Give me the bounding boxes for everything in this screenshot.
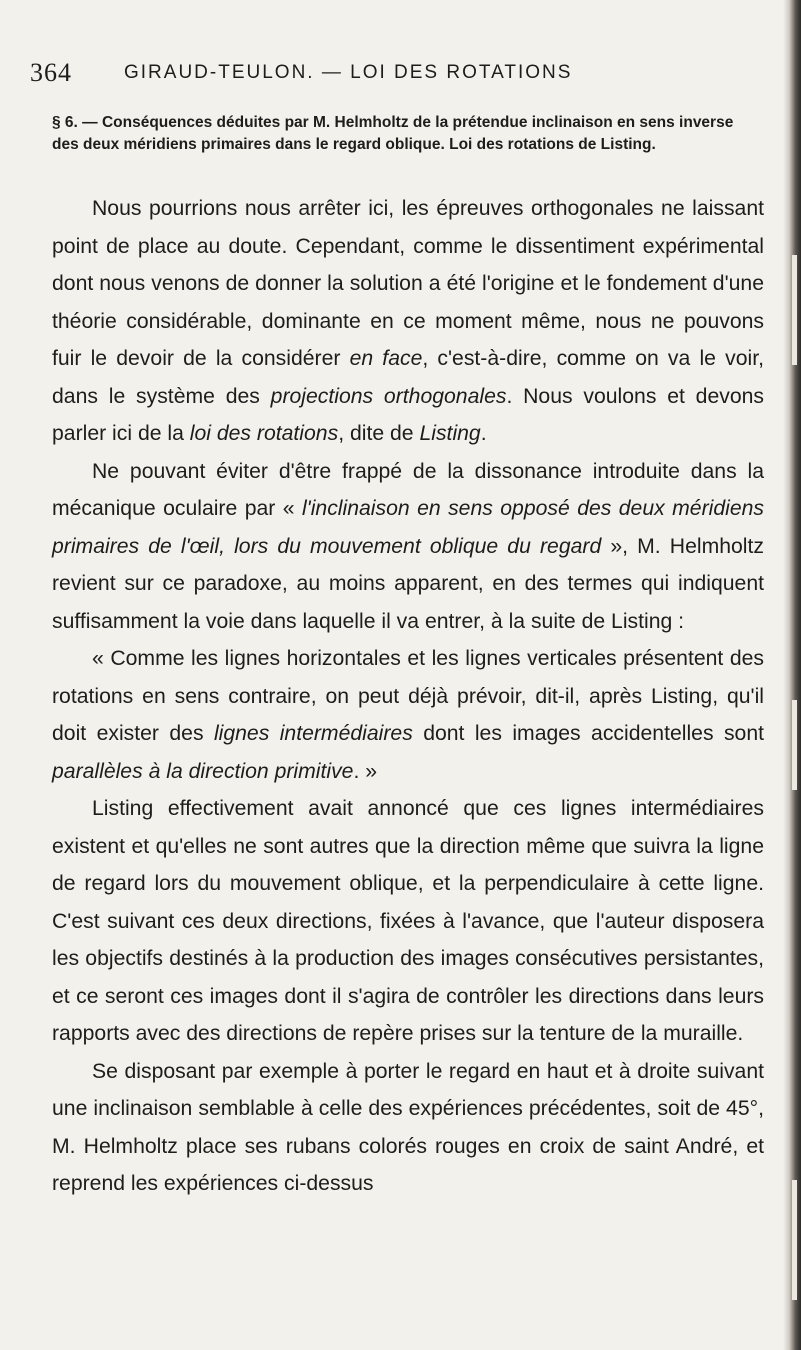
text-run: . <box>480 422 487 445</box>
text-run: . » <box>353 759 378 783</box>
text-run: , c'est-à-dire, comme on va le voir, dans le système des <box>52 347 764 408</box>
text-run: dont les images accidentelles sont <box>412 722 765 745</box>
edge-highlight <box>792 255 797 365</box>
page-binding-edge <box>783 0 801 1350</box>
emphasis: loi des rotations <box>189 422 339 445</box>
paragraph <box>52 453 764 641</box>
paragraph <box>52 190 764 453</box>
text-run: Nous pourrions nous arrêter ici, les épreuves orthogonales ne laissant point de place au doute. Cependant, comme le dissentiment expérimental dont nous venons de donner la solution a été l'origine et le fondement d'une théorie considérable, dominante en ce moment même, nous ne pouvons fuir le devoir de la considérer <box>52 197 764 370</box>
running-title: GIRAUD-TEULON. — LOI DES ROTATIONS <box>124 62 573 83</box>
text-run: Listing effectivement avait annoncé que ces lignes intermédiaires existent et qu'elles ne sont autres que la direction même que suivra la ligne de regard lors du mouvement oblique, et la perpendiculaire à cette ligne. C'est suivant ces deux directions, fixées à l'avance, que l'auteur disposera les objectifs destinés à la production des images consécutives persistantes, et ce seront ces images dont il s'agira de contrôler les directions dans leurs rapports avec des directions de repère prises sur la tenture de la muraille. <box>52 797 764 1045</box>
text-run: , dite de <box>338 422 420 445</box>
paragraph <box>52 1053 764 1203</box>
edge-highlight <box>792 700 797 790</box>
text-run: . Nous voulons et devons parler ici de la <box>52 384 765 445</box>
emphasis: Listing <box>419 422 481 445</box>
emphasis: lignes intermédiaires <box>213 722 413 745</box>
section-heading: § 6. — Conséquences déduites par M. Helmholtz de la prétendue inclinaison en sens inverse des deux méridiens primaires dans le regard oblique. Loi des rotations de Listing. <box>52 114 734 153</box>
text-run: », M. Helmholtz revient sur ce paradoxe, au moins apparent, en des termes qui indiquent suffisamment la voie dans laquelle il va entrer, à la suite de Listing : <box>52 534 764 633</box>
paragraph <box>52 790 764 1053</box>
page-number: 364 <box>30 58 72 87</box>
page-header <box>0 58 801 90</box>
emphasis: parallèles à la direction primitive <box>52 759 354 783</box>
text-run: Se disposant par exemple à porter le regard en haut et à droite suivant une inclinaison semblable à celle des expériences précédentes, soit de 45°, M. Helmholtz place ses rubans colorés rouges en croix de saint André, et reprend les expériences ci-dessus <box>52 1059 764 1195</box>
emphasis: projections orthogonales <box>270 384 507 408</box>
body-text <box>52 190 764 1203</box>
text-run: Ne pouvant éviter d'être frappé de la dissonance introduite dans la mécanique oculaire par « <box>52 459 764 520</box>
paragraph <box>52 640 764 790</box>
emphasis: en face <box>349 347 423 370</box>
edge-highlight <box>792 1180 797 1300</box>
emphasis: l'inclinaison en sens opposé des deux méridiens primaires de l'œil, lors du mouvement oblique du regard <box>52 497 764 558</box>
text-run: « Comme les lignes horizontales et les lignes verticales présentent des rotations en sens contraire, on peut déjà prévoir, dit-il, après Listing, qu'il doit exister des <box>52 647 764 745</box>
